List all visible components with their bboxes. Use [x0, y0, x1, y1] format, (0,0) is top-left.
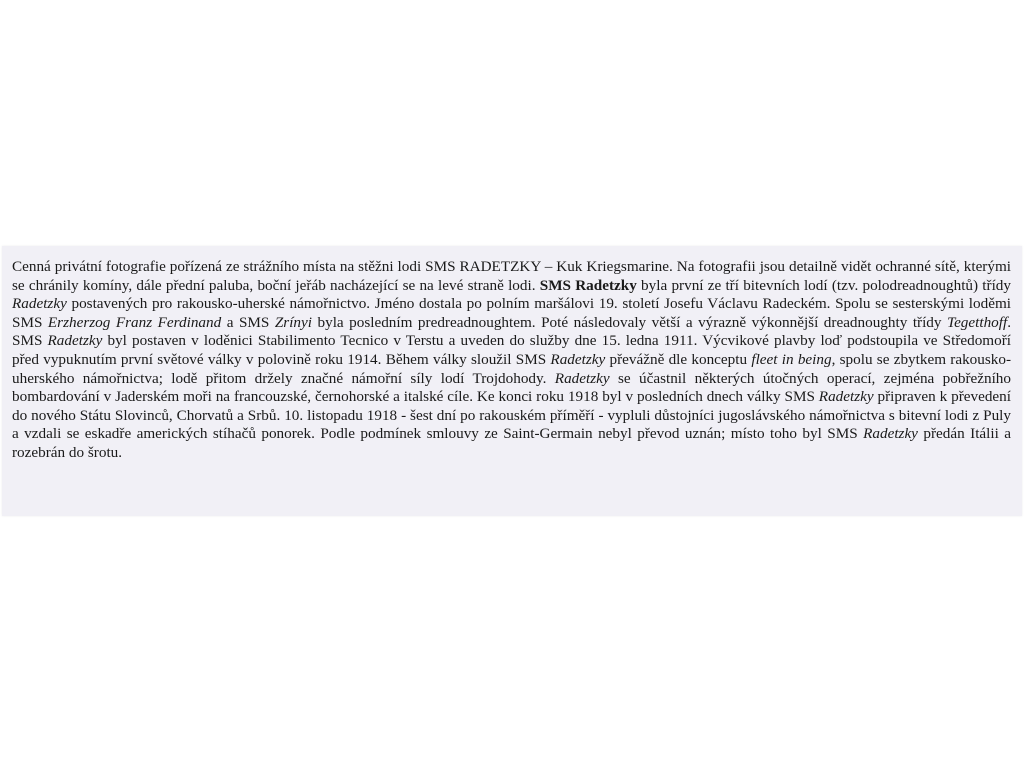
text-segment: převážně dle konceptu [605, 350, 752, 368]
caption-paragraph [12, 258, 1011, 463]
text-segment: Cenná privátní fotografie pořízená ze strážního místa na stěžni lodi SMS RADETZKY – Kuk Kriegsmarine. Na fotografii jsou detailně vidět ochranné sítě, kterými se chránily komíny, dále přední paluba, boční jeřáb nacházející se na levé straně lodi. [12, 258, 1011, 294]
italic-text-segment: Zrínyi [274, 313, 312, 331]
bold-text-segment: SMS Radetzky [539, 276, 637, 294]
text-segment: se účastnil některých útočných operací, zejména pobřežního bombardování v Jaderském moři na francouzské, černohorské a italské cíle. Ke konci roku 1918 byl v posledních dnech války SMS [12, 369, 1011, 406]
text-segment: předán Itálii a rozebrán do šrotu. [12, 425, 1011, 461]
italic-text-segment: Erzherzog Franz Ferdinand [47, 313, 222, 331]
text-segment: byla první ze tří bitevních lodí (tzv. polodreadnoughtů) třídy [636, 276, 1011, 294]
text-segment: připraven k převedení do nového Státu Slovinců, Chorvatů a Srbů. 10. listopadu 1918 - šest dní po rakouském příměří - vypluli důstojníci jugoslávského námořnictva s bitevní lodi z Puly a vzdali se eskadře amerických stíhačů ponorek. Podle podmínek smlouvy ze Saint-Germain nebyl převod uznán; místo toho byl SMS [12, 388, 1011, 443]
text-segment: a SMS [221, 313, 275, 331]
caption-card [2, 246, 1022, 516]
text-segment: byla posledním predreadnoughtem. Poté následovaly větší a výrazně výkonnější dreadnoughty třídy [312, 313, 948, 331]
text-segment: , spolu se zbytkem rakousko-uherského námořnictva; lodě přitom držely značné námořní síly lodí Trojdohody. [12, 350, 1012, 387]
italic-text-segment: Radetzky [818, 388, 874, 406]
text-segment: byl postaven v loděnici Stabilimento Tecnico v Terstu a uveden do služby dne 15. ledna 1911. Výcvikové plavby loď podstoupila ve Středomoří před vypuknutím první světové války v polovině roku 1914. Během války sloužil SMS [12, 332, 1011, 368]
text-segment: postavených pro rakousko-uherské námořnictvo. Jméno dostala po polním maršálovi 19. století Josefu Václavu Radeckém. Spolu se sesterskými loděmi SMS [12, 295, 1011, 331]
italic-text-segment: Radetzky [550, 350, 606, 368]
italic-text-segment: Radetzky [554, 369, 610, 387]
italic-text-segment: Tegetthoff [947, 313, 1008, 331]
italic-text-segment: Radetzky [47, 332, 103, 350]
italic-text-segment: fleet in being [751, 350, 832, 368]
text-segment: . SMS [12, 313, 1012, 350]
italic-text-segment: Radetzky [863, 425, 918, 443]
italic-text-segment: Radetzky [12, 295, 67, 313]
